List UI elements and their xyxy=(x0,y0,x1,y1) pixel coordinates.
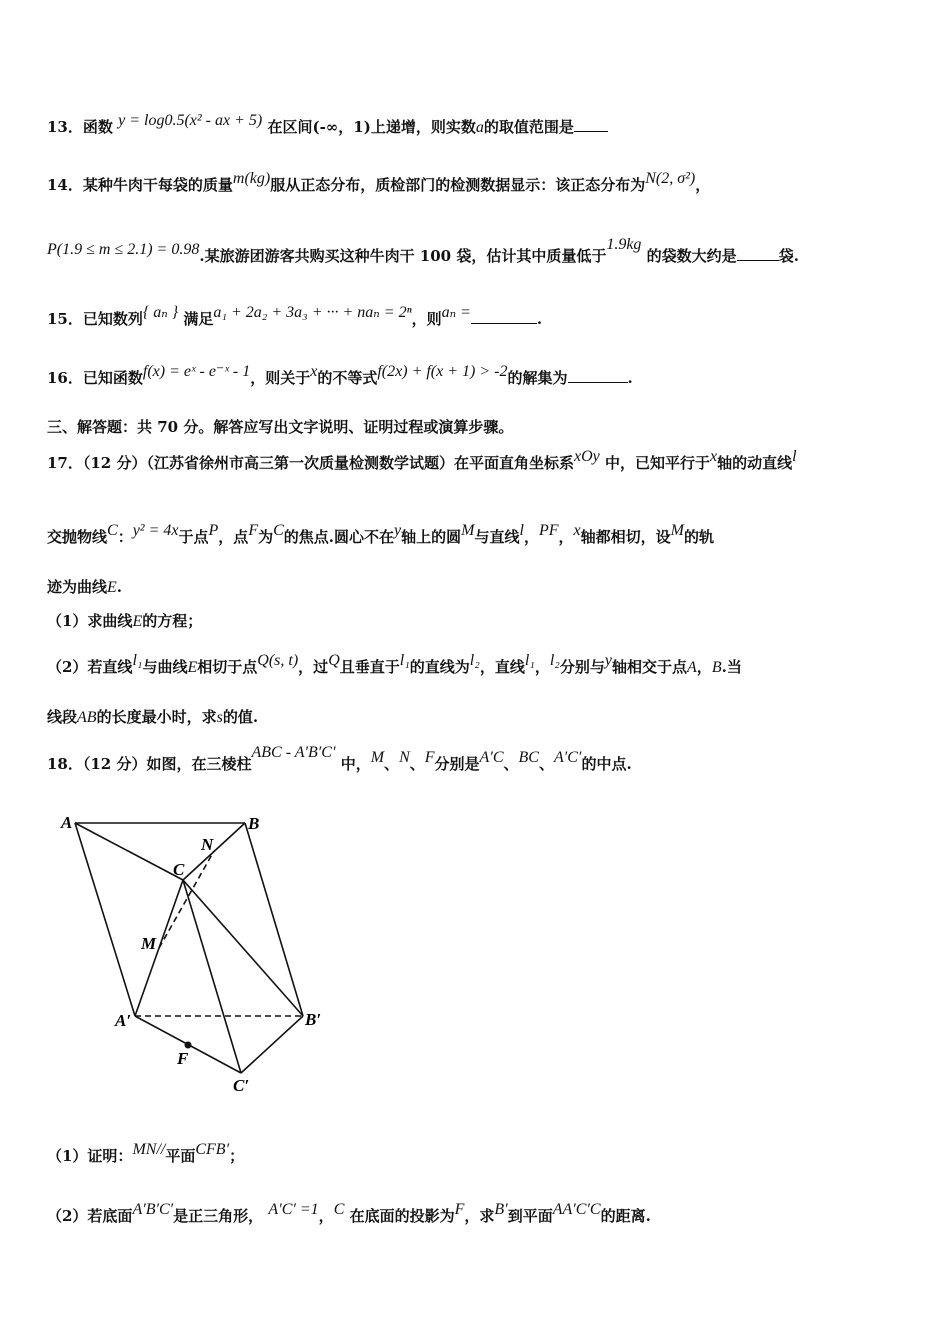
question-18-part1: （1）证明：MN//平面CFB′； xyxy=(47,1141,245,1165)
formula-log: y = log0.5(x² - ax + 5) xyxy=(118,112,263,129)
edge-AC xyxy=(75,823,183,880)
label-M: M xyxy=(141,934,157,953)
question-17-part2: （2）若直线l₁与曲线E相切于点Q(s, t)，过Q且垂直于l₁的直线为l₂，直线l₁，l₂分别与y轴相交于点A，B.当 xyxy=(47,652,742,676)
label-A: A xyxy=(61,813,73,832)
section-heading: 三、解答题：共 70 分。解答应写出文字说明、证明过程或演算步骤。 xyxy=(47,418,514,436)
question-14-line1: 14．某种牛肉干每袋的质量m(kg)服从正态分布，质检部门的检测数据显示：该正态分布为N(2, σ²)， xyxy=(47,170,711,194)
question-18: 18．（12 分）如图，在三棱柱ABC - A′B′C′ 中，M、N、F分别是A′C、BC、A′C′的中点. xyxy=(47,744,632,773)
question-15: 15．已知数列{ aₙ } 满足a₁ + 2a₂ + 3a₃ + ··· + naₙ = 2ⁿ，则aₙ = . xyxy=(47,304,543,328)
edge-CC1 xyxy=(183,880,241,1073)
question-17-line2: 交抛物线C：y² = 4x于点P，点F为C的焦点.圆心不在y轴上的圆M与直线l，PF，x轴都相切，设M的轨 xyxy=(47,522,714,546)
segment-MN-hidden xyxy=(159,851,214,948)
question-17-line1: 17．（12 分）（江苏省徐州市高三第一次质量检测数学试题）在平面直角坐标系xOy 中，已知平行于x轴的动直线l xyxy=(47,448,797,472)
label-B: B xyxy=(248,814,260,833)
edge-AA1 xyxy=(75,823,135,1016)
prism-figure xyxy=(55,808,355,1098)
question-17-line3: 迹为曲线E. xyxy=(47,578,123,596)
label-C: C xyxy=(173,860,185,879)
question-17-part1: （1）求曲线E的方程； xyxy=(47,612,203,630)
edge-B1C1 xyxy=(241,1016,303,1073)
question-14-line2: P(1.9 ≤ m ≤ 2.1) = 0.98.某旅游团游客共购买这种牛肉干 100 袋，估计其中质量低于1.9kg 的袋数大约是 袋. xyxy=(47,236,799,265)
label-A1: A′ xyxy=(115,1011,132,1030)
question-17-part2-line2: 线段AB的长度最小时，求s的值. xyxy=(47,708,259,726)
label-N: N xyxy=(201,835,214,854)
edge-BB1 xyxy=(245,823,303,1016)
answer-blank-15 xyxy=(471,309,537,324)
edge-CB1 xyxy=(183,880,303,1016)
question-13: 13．函数 y = log0.5(x² - ax + 5) 在区间(-∞，1)上递增，则实数a的取值范围是 xyxy=(47,116,608,137)
label-C1: C′ xyxy=(233,1076,250,1095)
answer-blank-16 xyxy=(568,368,628,383)
question-16: 16．已知函数f(x) = eˣ - e⁻ˣ - 1，则关于x的不等式f(2x) + f(x + 1) > -2的解集为 . xyxy=(47,363,633,387)
answer-blank-13 xyxy=(574,117,608,132)
question-18-part2: （2）若底面A′B′C′是正三角形， A′C′ =1，C 在底面的投影为F，求B′到平面AA′C′C的距离. xyxy=(47,1201,651,1225)
answer-blank-14 xyxy=(737,246,779,261)
label-B1: B′ xyxy=(305,1010,322,1029)
point-F xyxy=(185,1042,192,1049)
label-F: F xyxy=(177,1049,189,1068)
